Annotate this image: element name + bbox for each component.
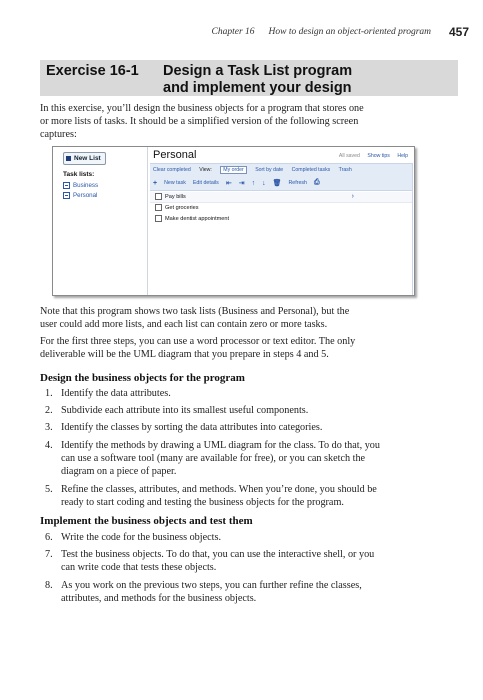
new-list-button[interactable]: New List: [63, 152, 106, 165]
clear-completed-button[interactable]: Clear completed: [153, 167, 191, 173]
move-up-icon[interactable]: ↑: [251, 179, 256, 187]
plus-icon: +: [153, 179, 158, 187]
refresh-button[interactable]: Refresh: [288, 180, 307, 186]
top-links: [333, 153, 408, 159]
outdent-icon[interactable]: ⇤: [225, 180, 232, 187]
chapter-label: Chapter 16: [211, 27, 255, 37]
new-list-icon: [66, 156, 71, 161]
task-item[interactable]: Get groceries: [155, 204, 199, 211]
section-heading-design: Design the business objects for the program: [40, 372, 245, 384]
exercise-number: Exercise 16-1: [46, 63, 139, 79]
task-item[interactable]: Pay bills: [155, 193, 186, 200]
sort-by-date-tab[interactable]: Sort by date: [255, 167, 284, 173]
trash-tab[interactable]: Trash: [338, 167, 352, 173]
view-label: View:: [199, 167, 212, 173]
print-icon[interactable]: ⎙: [314, 179, 320, 186]
task-checkbox[interactable]: [155, 215, 162, 222]
trash-icon[interactable]: 🗑: [272, 180, 282, 187]
selected-task-highlight: [150, 192, 412, 203]
page-number: 457: [448, 25, 469, 39]
edit-details-button[interactable]: Edit details: [192, 180, 219, 186]
running-head: [0, 25, 483, 41]
intro-paragraph: In this exercise, you’ll design the business objects for a program that stores one or more lists of tasks. It should be a simplified version of the following screen captures:: [40, 103, 364, 140]
my-order-tab[interactable]: My order: [220, 166, 246, 174]
book-page: Chapter 16 How to design an object-oriented program 457 Exercise 16-1 Design a Task List program and implement your design In this exercise, you’ll design the business objects for a program that stores one or more lists of tasks. It should be a simplified version of the following screen captures: New List Task lists: Business Personal Personal All saved Show tips Help Clear completed View: My order Sort by date Completed tasks Trash + New task Edit details ⇤ ⇥ ↑ ↓ 🗑 Refresh ⎙ › Pay bills Get groceries Make dentist appointment Note that this program shows two task lists (Business and Personal), but the user could add more lists, and each list can contain zero or more tasks. For the first three steps, you can use a word processor or text editor. The only deliverable will be the UML diagram that you prepare in steps 4 and 5. Design the business objects for the program 1. Identify the data attributes. 2. Subdivide each attribute into its smallest useful components. 3. Identify the classes by sorting the data attributes into categories. 4. Identify the methods by drawing a UML diagram for the class. To do that, you can use a software tool (many are available for free), or you can sketch the diagram on a piece of paper. 5. Refine the classes, attributes, and methods. When you’re done, you should be ready to start coding and testing the business objects for the program. Implement the business objects and test them 6. Write the code for the business objects. 7. Test the business objects. To do that, you can use the interactive shell, or you can write code that tests these objects. 8. As you work on the previous two steps, you can further refine the classes, attributes, and methods for the business objects.: [0, 0, 483, 700]
chevron-right-icon[interactable]: ›: [351, 193, 354, 200]
note-paragraph: Note that this program shows two task lists (Business and Personal), but the user could add more lists, and each list can contain zero or more tasks.: [40, 306, 350, 330]
indent-icon[interactable]: ⇥: [238, 180, 245, 187]
screen-capture: [52, 146, 415, 296]
task-checkbox[interactable]: [155, 204, 162, 211]
task-item[interactable]: Make dentist appointment: [155, 215, 229, 222]
task-list-personal[interactable]: Personal: [63, 192, 97, 199]
capture-sidebar: [53, 147, 148, 295]
exercise-title: Design a Task List program and implement your design: [163, 63, 353, 96]
exercise-banner: [40, 60, 458, 96]
section-heading-implement: Implement the business objects and test them: [40, 515, 253, 527]
show-tips-link[interactable]: Show tips: [367, 153, 390, 159]
new-task-button[interactable]: New task: [164, 180, 186, 186]
task-lists-label: Task lists:: [63, 171, 95, 178]
first-steps-paragraph: For the first three steps, you can use a word processor or text editor. The only deliverable will be the UML diagram that you prepare in steps 4 and 5.: [40, 336, 356, 360]
saved-status: All saved: [338, 153, 360, 159]
completed-tasks-tab[interactable]: Completed tasks: [291, 167, 331, 173]
task-list-business[interactable]: Business: [63, 182, 98, 189]
collapse-icon: [63, 192, 70, 199]
collapse-icon: [63, 182, 70, 189]
current-list-title: Personal: [153, 149, 197, 161]
help-link[interactable]: Help: [397, 153, 408, 159]
move-down-icon[interactable]: ↓: [262, 179, 266, 187]
task-toolbar: [150, 163, 413, 191]
capture-main: [148, 147, 414, 295]
chapter-title: How to design an object-oriented program: [268, 27, 431, 37]
task-checkbox[interactable]: [155, 193, 162, 200]
task-area: [150, 190, 413, 296]
